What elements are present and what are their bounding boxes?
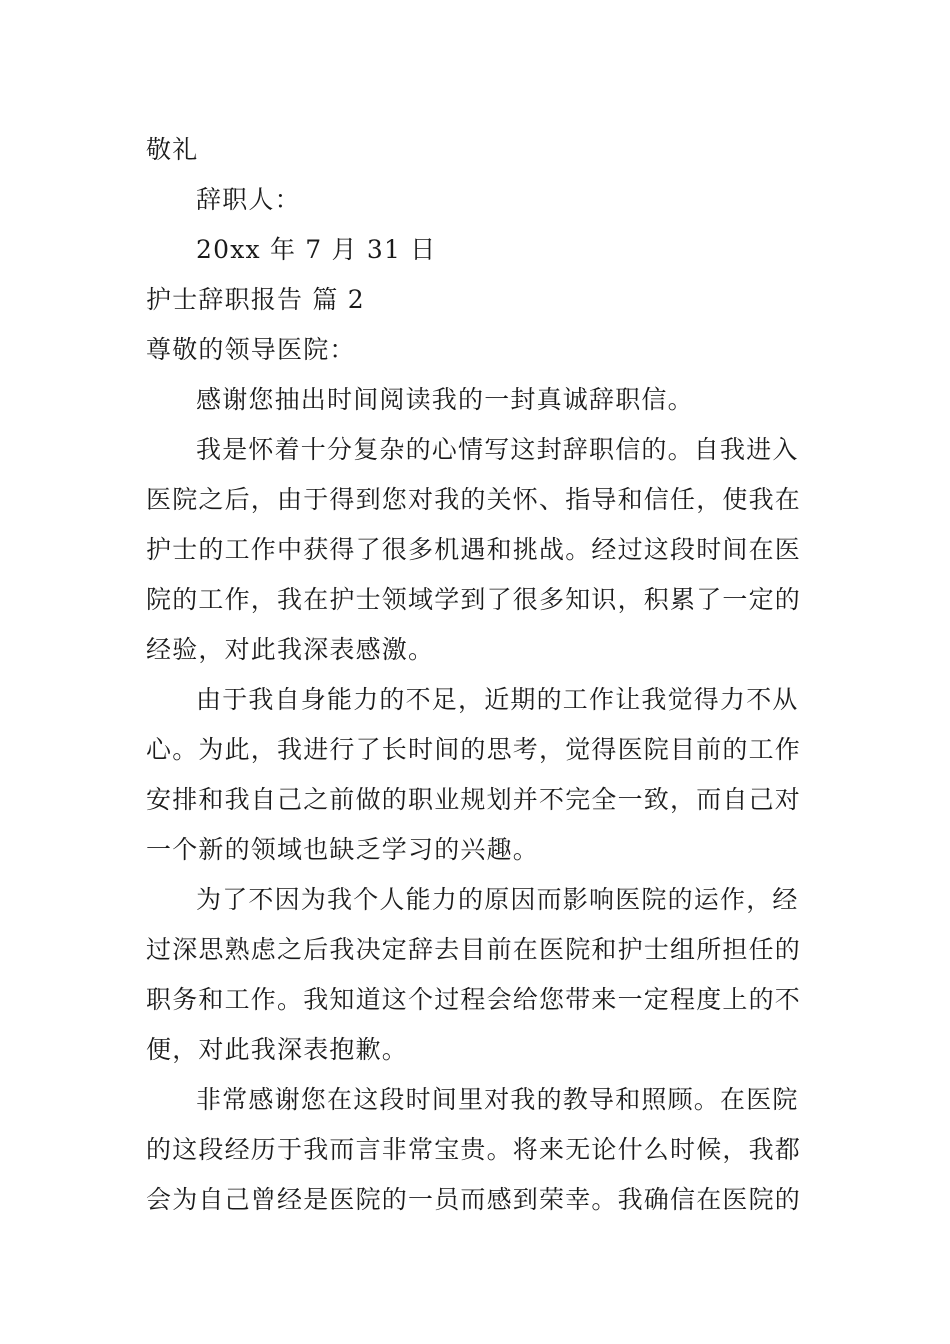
body-line: 非常感谢您在这段时间里对我的教导和照顾。在医院 <box>196 1085 799 1114</box>
body-line: 会为自己曾经是医院的一员而感到荣幸。我确信在医院的 <box>146 1185 802 1214</box>
closing-salutation: 敬礼 <box>146 135 199 164</box>
body-line: 安排和我自己之前做的职业规划并不完全一致，而自己对 <box>146 785 802 814</box>
body-line: 由于我自身能力的不足，近期的工作让我觉得力不从 <box>196 685 799 714</box>
body-line: 我是怀着十分复杂的心情写这封辞职信的。自我进入 <box>196 435 799 464</box>
letter-greeting: 尊敬的领导医院： <box>146 335 356 364</box>
signature-date: 20xx 年 7 月 31 日 <box>196 235 437 264</box>
body-line: 护士的工作中获得了很多机遇和挑战。经过这段时间在医 <box>146 535 802 564</box>
body-line: 职务和工作。我知道这个过程会给您带来一定程度上的不 <box>146 985 802 1014</box>
body-line: 医院之后，由于得到您对我的关怀、指导和信任，使我在 <box>146 485 802 514</box>
section-heading: 护士辞职报告 篇 2 <box>146 285 365 314</box>
body-line: 感谢您抽出时间阅读我的一封真诚辞职信。 <box>196 385 694 414</box>
body-line: 一个新的领域也缺乏学习的兴趣。 <box>146 835 540 864</box>
body-line: 心。为此，我进行了长时间的思考，觉得医院目前的工作 <box>146 735 802 764</box>
body-line: 院的工作，我在护士领域学到了很多知识，积累了一定的 <box>146 585 802 614</box>
signer-label: 辞职人： <box>196 185 301 214</box>
body-line: 过深思熟虑之后我决定辞去目前在医院和护士组所担任的 <box>146 935 802 964</box>
body-line: 经验，对此我深表感激。 <box>146 635 435 664</box>
body-line: 为了不因为我个人能力的原因而影响医院的运作，经 <box>196 885 799 914</box>
body-line: 便，对此我深表抱歉。 <box>146 1035 409 1064</box>
body-line: 的这段经历于我而言非常宝贵。将来无论什么时候，我都 <box>146 1135 802 1164</box>
